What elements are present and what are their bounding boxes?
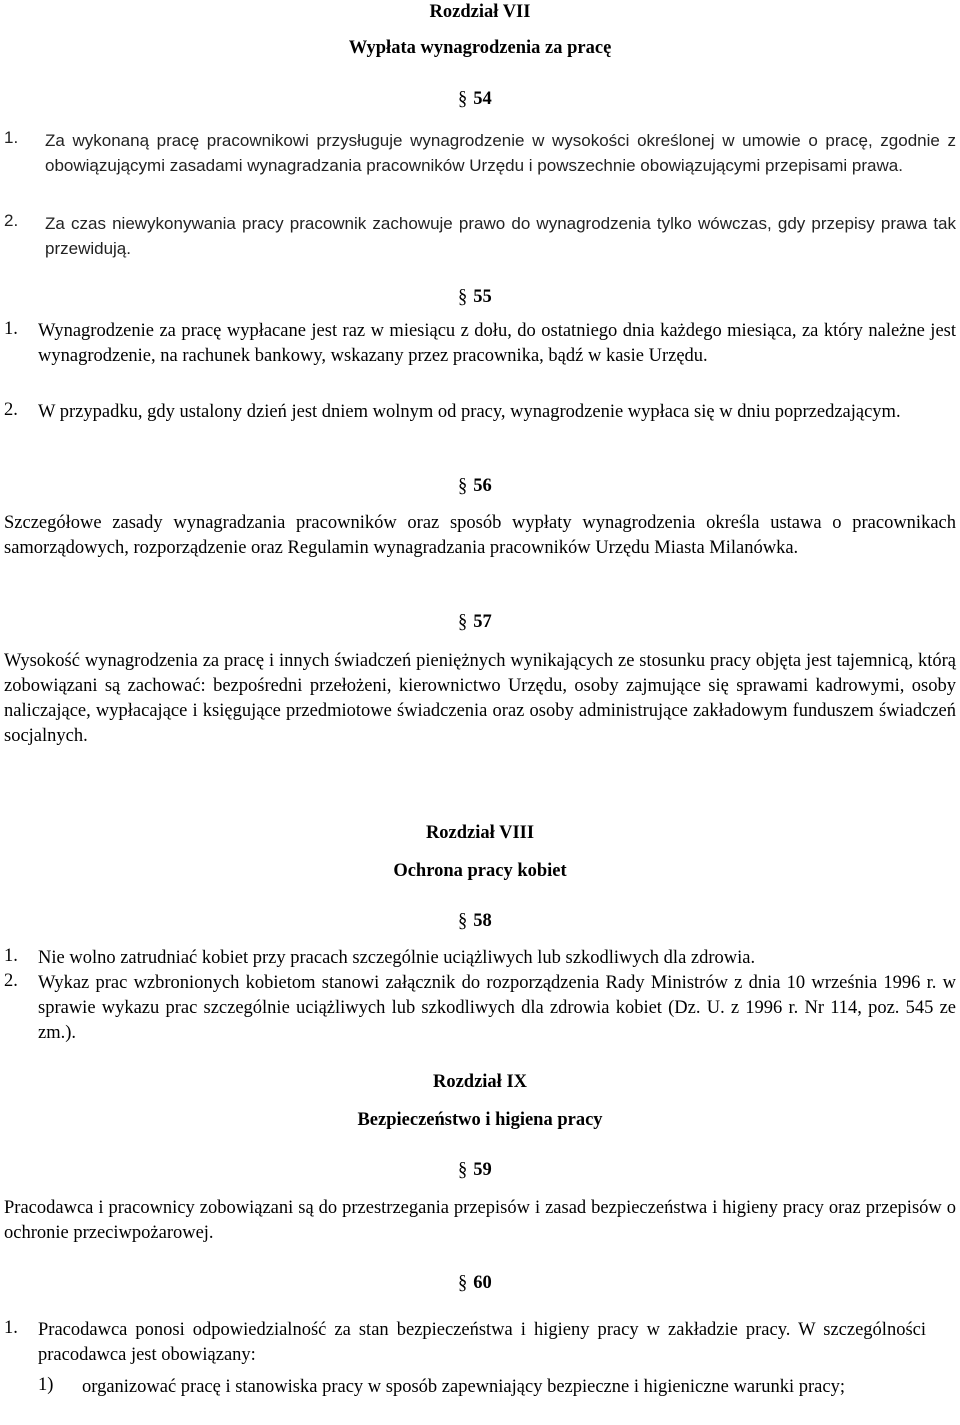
- item-number: 1.: [4, 128, 19, 147]
- paragraph-text: Szczegółowe zasady wynagradzania pracowników oraz sposób wypłaty wynagrodzenia określa ustawa o pracownikach samorządowych, rozporządzenie oraz Regulamin wynagradzania pracowników Urzędu Miasta Milanówka.: [4, 513, 956, 558]
- paragraph-heading: [458, 89, 492, 110]
- section-sign: §: [458, 474, 468, 497]
- list-item: [0, 946, 960, 972]
- chapter-title: Rozdział VIII: [425, 823, 535, 843]
- section-sign: §: [458, 610, 468, 633]
- chapter-title: Rozdział IX: [432, 1072, 528, 1092]
- chapter-subtitle: Ochrona pracy kobiet: [393, 861, 567, 881]
- paragraph-text: Pracodawca i pracownicy zobowiązani są do przestrzegania przepisów i zasad bezpieczeństwa i higieny pracy oraz przepisów o ochronie przeciwpożarowej.: [4, 1198, 956, 1243]
- item-number: 1.: [4, 946, 18, 966]
- list-item: [0, 319, 960, 395]
- item-text: W przypadku, gdy ustalony dzień jest dniem wolnym od pracy, wynagrodzenie wypłaca się w dniu poprzedzającym.: [38, 402, 901, 422]
- item-number: 2.: [4, 400, 18, 420]
- chapter-subtitle: Bezpieczeństwo i higiena pracy: [357, 1110, 603, 1130]
- item-number: 1): [38, 1375, 54, 1395]
- list-item: [0, 128, 960, 204]
- paragraph-number: 60: [473, 1273, 492, 1293]
- list-item: [0, 1318, 960, 1368]
- item-number: 2.: [4, 971, 18, 991]
- item-text: organizować pracę i stanowiska pracy w sposób zapewniający bezpieczne i higieniczne warunki pracy;: [82, 1377, 845, 1397]
- paragraph-heading: [458, 476, 492, 497]
- item-text: Za wykonaną pracę pracownikowi przysługuje wynagrodzenie w wysokości określonej w umowie o pracę, zgodnie z obowiązującymi zasadami wynagradzania pracowników Urzędu i powszechnie obowiązującymi przepisami prawa.: [45, 131, 956, 175]
- paragraph-number: 59: [473, 1160, 492, 1180]
- paragraph-heading: [458, 1160, 492, 1181]
- item-text: Wykaz prac wzbronionych kobietom stanowi załącznik do rozporządzenia Rady Ministrów z dnia 10 września 1996 r. w sprawie wykazu prac szczególnie uciążliwych lub szkodliwych dla zdrowia kobiet (Dz. U. z 1996 r. Nr 114, poz. 545 ze zm.).: [38, 973, 956, 1043]
- item-number: 1.: [4, 319, 18, 339]
- paragraph-heading: [458, 1273, 492, 1294]
- chapter-subtitle: Wypłata wynagrodzenia za pracę: [348, 38, 612, 58]
- list-item: [0, 211, 960, 261]
- sub-list-item: [0, 1375, 960, 1425]
- paragraph-heading: [458, 287, 492, 308]
- paragraph-heading: [458, 911, 492, 932]
- paragraph-number: 54: [473, 89, 492, 109]
- paragraph-number: 55: [473, 287, 492, 307]
- paragraph-number: 57: [473, 612, 492, 632]
- list-item: [0, 400, 960, 450]
- item-text: Nie wolno zatrudniać kobiet przy pracach szczególnie uciążliwych lub szkodliwych dla zdrowia.: [38, 948, 756, 968]
- item-number: 2.: [4, 211, 19, 230]
- item-text: Wynagrodzenie za pracę wypłacane jest raz w miesiącu z dołu, do ostatniego dnia każdego miesiąca, za który należne jest wynagrodzenie, na rachunek bankowy, wskazany przez pracownika, bądź w kasie Urzędu.: [38, 321, 956, 366]
- chapter-title: Rozdział VII: [429, 2, 531, 22]
- list-item: [0, 971, 960, 1047]
- section-sign: §: [458, 909, 468, 932]
- section-sign: §: [458, 285, 468, 308]
- item-number: 1.: [4, 1318, 18, 1338]
- paragraph-number: 56: [473, 476, 492, 496]
- item-text: Za czas niewykonywania pracy pracownik zachowuje prawo do wynagrodzenia tylko wówczas, gdy przepisy prawa tak przewidują.: [45, 214, 956, 258]
- paragraph-text: Wysokość wynagrodzenia za pracę i innych świadczeń pieniężnych wynikających ze stosunku pracy objęta jest tajemnicą, którą zobowiązani są zachować: bezpośredni przełożeni, kierownictwo Urzędu, osoby zajmujące się sprawami kadrowymi, osoby naliczające, wypłacające i księgujące przedmiotowe świadczenia oraz osoby administrujące zakładowym funduszem świadczeń socjalnych.: [4, 651, 956, 746]
- section-sign: §: [458, 1271, 468, 1294]
- paragraph-heading: [458, 612, 492, 633]
- paragraph-number: 58: [473, 911, 492, 931]
- section-sign: §: [458, 87, 468, 110]
- section-sign: §: [458, 1158, 468, 1181]
- item-text: Pracodawca ponosi odpowiedzialność za stan bezpieczeństwa i higieny pracy w zakładzie pracy. W szczególności pracodawca jest obowiązany:: [38, 1320, 926, 1365]
